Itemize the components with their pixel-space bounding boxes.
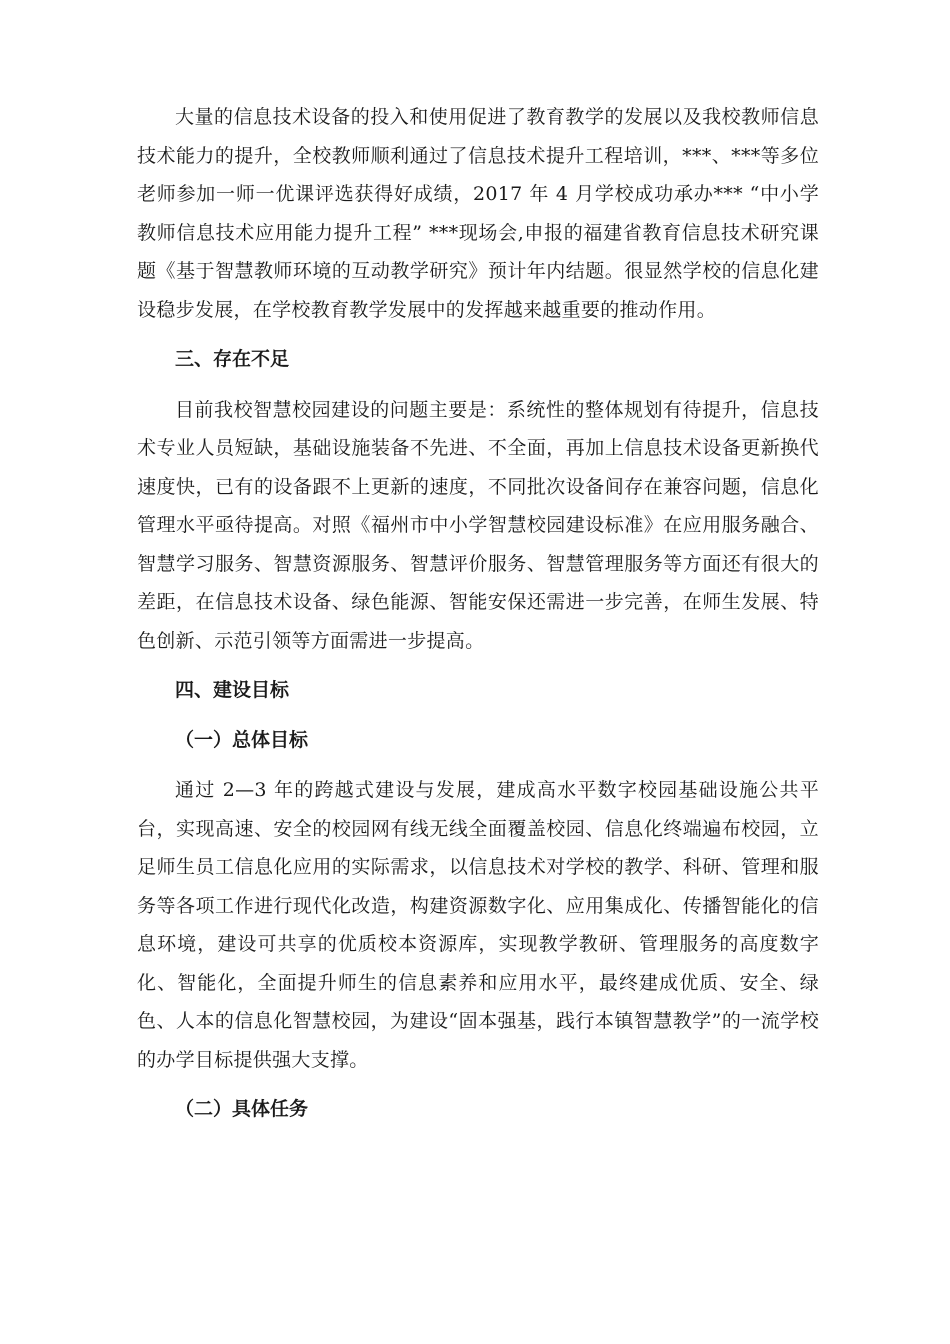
heading-specific-tasks: （二）具体任务 [175, 1098, 309, 1120]
heading-overall-goal: （一）总体目标 [175, 728, 309, 751]
heading-construction-goals: 四、建设目标 [175, 679, 290, 701]
paragraph-achievements: 大量的信息技术设备的投入和使用促进了教育教学的发展以及我校教师信息技术能力的提升，全校教师顺利通过了信息技术提升工程培训，***、***等多位老师参加一师一优课评选获得好成绩，2017 年 4 月学校成功承办*** “中小学教师信息技术应用能力提升工程” ***现场会,申报的福建省教育信息技术研究课题《基于智慧教师环境的互动教学研究》预计年内结题。很显然学校的信息化建设稳步发展，在学校教育教学发展中的发挥越来越重要的推动作用。 [137, 106, 819, 321]
paragraph-shortcomings: 目前我校智慧校园建设的问题主要是：系统性的整体规划有待提升，信息技术专业人员短缺，基础设施装备不先进、不全面，再加上信息技术设备更新换代速度快，已有的设备跟不上更新的速度，不同批次设备间存在兼容问题，信息化管理水平亟待提高。对照《福州市中小学智慧校园建设标准》在应用服务融合、智慧学习服务、智慧资源服务、智慧评价服务、智慧管理服务等方面还有很大的差距，在信息技术设备、绿色能源、智能安保还需进一步完善，在师生发展、特色创新、示范引领等方面需进一步提高。 [137, 398, 819, 652]
heading-shortcomings: 三、存在不足 [175, 348, 290, 370]
document-page [137, 98, 819, 1129]
paragraph-overall-goal: 通过 2—3 年的跨越式建设与发展，建成高水平数字校园基础设施公共平台，实现高速、安全的校园网有线无线全面覆盖校园、信息化终端遍布校园，立足师生员工信息化应用的实际需求，以信息技术对学校的教学、科研、管理和服务等各项工作进行现代化改造，构建资源数字化、应用集成化、传播智能化的信息环境，建设可共享的优质校本资源库，实现教学教研、管理服务的高度数字化、智能化，全面提升师生的信息素养和应用水平，最终建成优质、安全、绿色、人本的信息化智慧校园，为建设“固本强基，践行本镇智慧教学”的一流学校的办学目标提供强大支撑。 [137, 779, 819, 1071]
